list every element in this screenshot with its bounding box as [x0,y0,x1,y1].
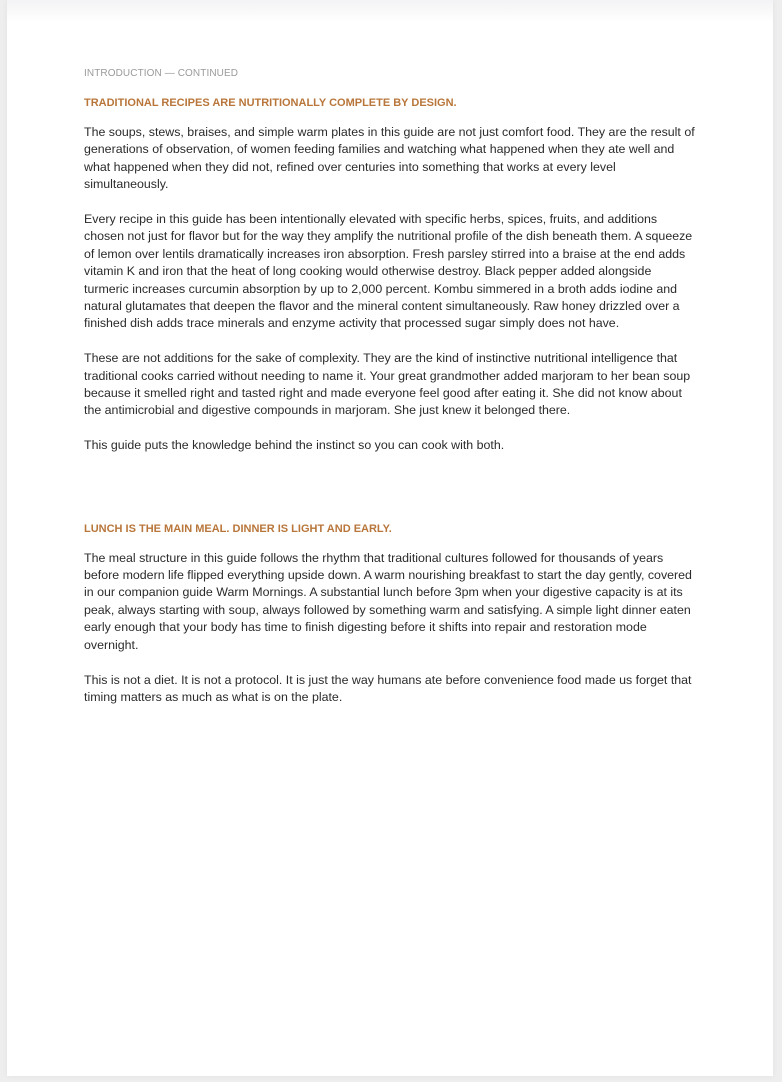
paragraph: The soups, stews, braises, and simple warm plates in this guide are not just comfort food. They are the result of generations of observation, of women feeding families and watching what happened when they ate well and what happened when they did not, refined over centuries into something that works at every level simultaneously. [84,125,695,192]
paragraph: This guide puts the knowledge behind the instinct so you can cook with both. [84,438,505,453]
section-heading-lunch-main-meal: LUNCH IS THE MAIN MEAL. DINNER IS LIGHT AND EARLY. [84,522,392,535]
paragraph: Every recipe in this guide has been intentionally elevated with specific herbs, spices, fruits, and additions chosen not just for flavor but for the way they amplify the nutritional profile of the dish beneath them. A squeeze of lemon over lentils dramatically increases iron absorption. Fresh parsley stirred into a braise at the end adds vitamin K and iron that the heat of long cooking would otherwise destroy. Black pepper added alongside turmeric increases curcumin absorption by up to 2,000 percent. Kombu simmered in a broth adds iodine and natural glutamates that deepen the flavor and the mineral content simultaneously. Raw honey drizzled over a finished dish adds trace minerals and enzyme activity that processed sugar simply does not have. [84,212,693,331]
section-eyebrow: INTRODUCTION — CONTINUED [84,68,239,79]
document-page [7,0,773,1076]
section-heading-traditional-recipes: TRADITIONAL RECIPES ARE NUTRITIONALLY COMPLETE BY DESIGN. [84,97,457,109]
paragraph: The meal structure in this guide follows the rhythm that traditional cultures followed for thousands of years before modern life flipped everything upside down. A warm nourishing breakfast to start the day gently, covered in our companion guide Warm Mornings. A substantial lunch before 3pm when your digestive capacity is at its peak, always starting with soup, always followed by something warm and satisfying. A simple light dinner eaten early enough that your body has time to finish digesting before it shifts into repair and restoration mode overnight. [84,550,692,652]
paragraph: This is not a diet. It is not a protocol. It is just the way humans ate before convenience food made us forget that timing matters as much as what is on the plate. [84,672,692,704]
page-top-shadow [7,0,773,22]
paragraph: These are not additions for the sake of complexity. They are the kind of instinctive nutritional intelligence that traditional cooks carried without needing to name it. Your great grandmother added marjoram to her bean soup because it smelled right and tasted right and made everyone feel good after eating it. She did not know about the antimicrobial and digestive compounds in marjoram. She just knew it belonged there. [84,351,691,418]
page-content [84,66,699,706]
